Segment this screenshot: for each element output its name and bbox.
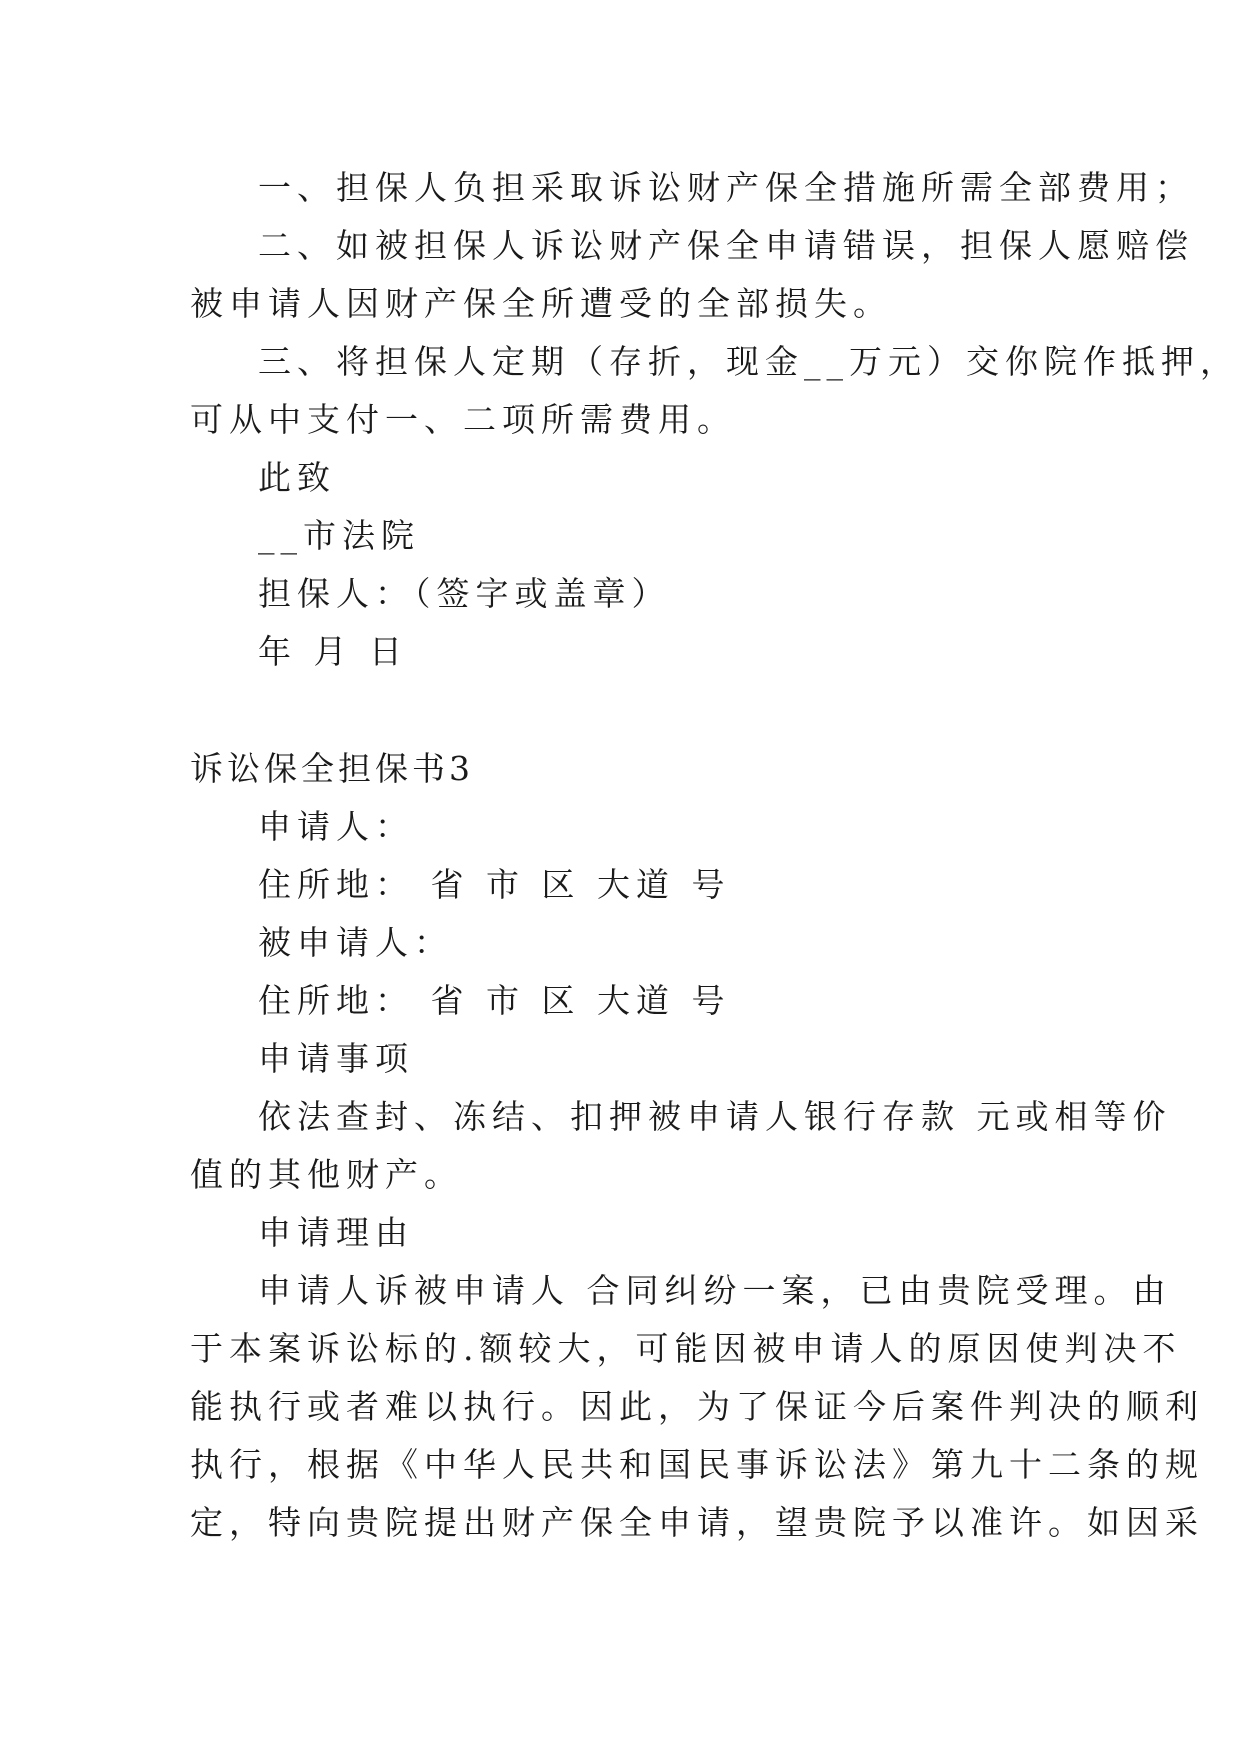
paragraph-line: 于本案诉讼标的.额较大，可能因被申请人的原因使判决不 — [190, 1329, 1182, 1368]
paragraph-line: 值的其他财产。 — [190, 1155, 463, 1194]
paragraph-line: 被申请人因财产保全所遭受的全部损失。 — [190, 284, 892, 323]
request-reason-heading: 申请理由 — [258, 1213, 414, 1252]
recipient-court: __市法院 — [258, 516, 420, 555]
paragraph-line: 能执行或者难以执行。因此，为了保证今后案件判决的顺利 — [190, 1387, 1204, 1426]
request-items-heading: 申请事项 — [258, 1039, 414, 1078]
paragraph-line: 执行，根据《中华人民共和国民事诉讼法》第九十二条的规 — [190, 1445, 1204, 1484]
paragraph-line: 可从中支付一、二项所需费用。 — [190, 400, 736, 439]
respondent-address: 住所地： 省 市 区 大道 号 — [258, 981, 731, 1020]
paragraph-line: 三、将担保人定期（存折，现金__万元）交你院作抵押， — [258, 342, 1239, 381]
applicant-label: 申请人： — [258, 807, 414, 846]
paragraph-line: 一、担保人负担采取诉讼财产保全措施所需全部费用； — [258, 168, 1194, 207]
paragraph-line: 定，特向贵院提出财产保全申请，望贵院予以准许。如因采 — [190, 1503, 1204, 1542]
date-line: 年 月 日 — [258, 632, 408, 671]
applicant-address: 住所地： 省 市 区 大道 号 — [258, 865, 731, 904]
paragraph-line: 申请人诉被申请人 合同纠纷一案，已由贵院受理。由 — [258, 1271, 1172, 1310]
paragraph-line: 依法查封、冻结、扣押被申请人银行存款 元或相等价 — [258, 1097, 1172, 1136]
section-title: 诉讼保全担保书3 — [190, 749, 474, 788]
guarantor-signature-line: 担保人：（签字或盖章） — [258, 574, 671, 613]
respondent-label: 被申请人： — [258, 923, 453, 962]
paragraph-line: 二、如被担保人诉讼财产保全申请错误，担保人愿赔偿 — [258, 226, 1194, 265]
closing-salutation: 此致 — [258, 458, 336, 497]
